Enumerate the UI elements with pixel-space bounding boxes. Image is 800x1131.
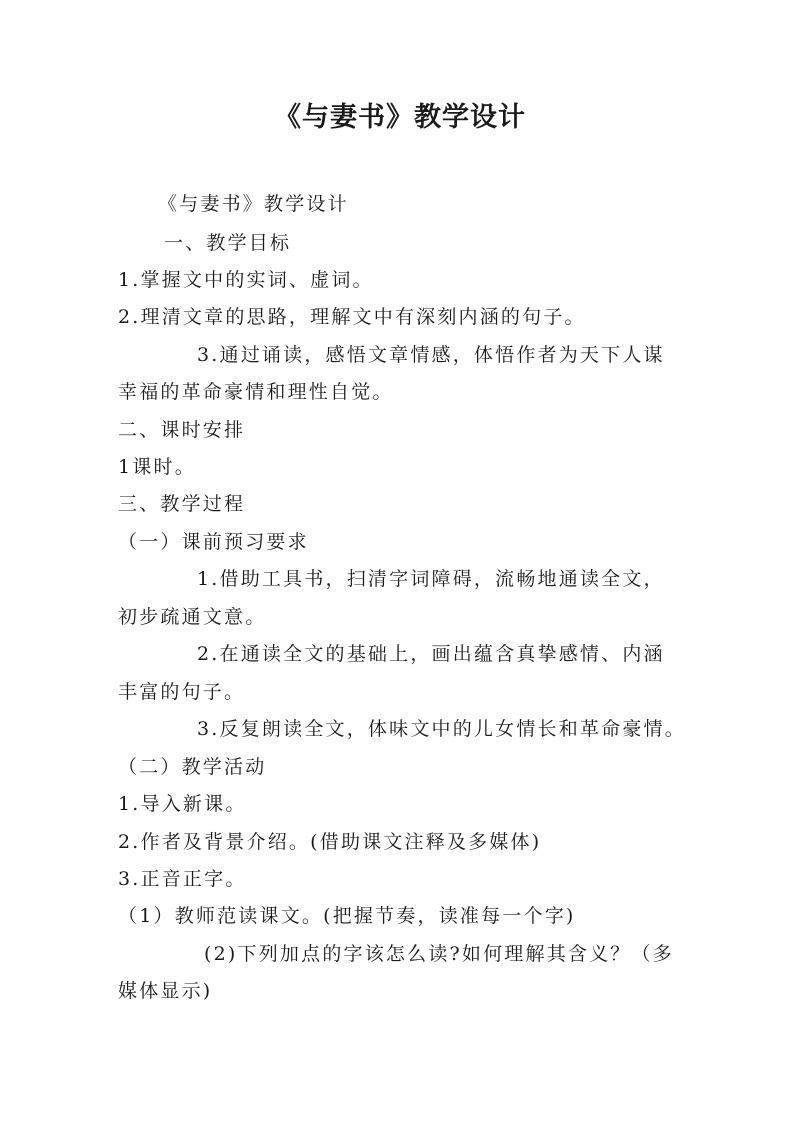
preview-item-continuation: 丰富的句子。 xyxy=(118,681,246,703)
section-heading-goals: 一、教学目标 xyxy=(164,232,292,254)
section-heading-schedule: 二、课时安排 xyxy=(118,419,246,441)
goal-item: 1.掌握文中的实词、虚词。 xyxy=(118,269,374,291)
activity-item: 2.作者及背景介绍。(借助课文注释及多媒体) xyxy=(118,831,542,853)
goal-item-continuation: 幸福的革命豪情和理性自觉。 xyxy=(118,381,394,403)
schedule-text: 1课时。 xyxy=(118,456,196,478)
document-title: 《与妻书》教学设计 xyxy=(274,102,526,133)
activity-item: 3.正音正字。 xyxy=(118,868,247,890)
activity-subitem-continuation: 媒体显示) xyxy=(118,980,213,1002)
goal-item: 3.通过诵读，感悟文章情感，体悟作者为天下人谋 xyxy=(197,344,665,366)
preview-item: 3.反复朗读全文，体味文中的儿女情长和革命豪情。 xyxy=(197,718,686,740)
activity-item: 1.导入新课。 xyxy=(118,793,247,815)
goal-item: 2.理清文章的思路，理解文中有深刻内涵的句子。 xyxy=(118,306,586,328)
subsection-heading-preview: （一）课前预习要求 xyxy=(118,531,309,553)
activity-subitem: （1）教师范读课文。(把握节奏，读准每一个字) xyxy=(118,905,576,927)
section-heading-process: 三、教学过程 xyxy=(118,493,246,515)
preview-item: 1.借助工具书，扫清字词障碍，流畅地通读全文， xyxy=(197,568,665,590)
activity-subitem: (2)下列加点的字该怎么读?如何理解其含义？（多 xyxy=(204,943,674,965)
preview-item-continuation: 初步疏通文意。 xyxy=(118,606,267,628)
subtitle: 《与妻书》教学设计 xyxy=(158,193,349,215)
subsection-heading-activities: （二）教学活动 xyxy=(118,756,267,778)
preview-item: 2.在通读全文的基础上，画出蕴含真挚感情、内涵 xyxy=(197,643,665,665)
